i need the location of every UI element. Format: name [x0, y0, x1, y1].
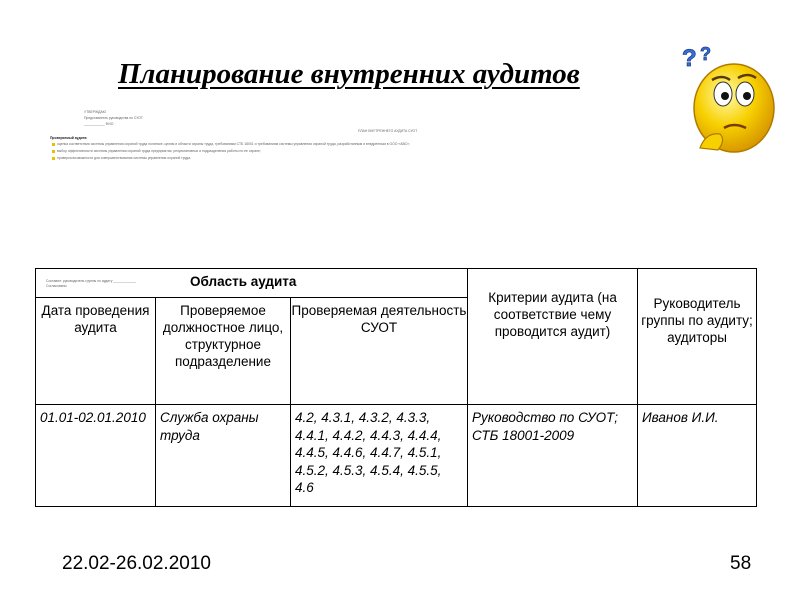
cell-date: 01.01-02.01.2010: [36, 405, 156, 507]
header-date: Дата проведения аудита: [36, 298, 156, 405]
header-auditors: Руководитель группы по аудиту; аудиторы: [638, 269, 757, 405]
doc-line: Представитель руководства по СУОТ: [84, 116, 143, 120]
doc-bullet: выбор эффективности системы управления охраной труда предприятия, результативных и подразделения работы по ее охране;: [52, 149, 261, 153]
doc-line: Проверяемый аудита:: [50, 136, 88, 140]
doc-line: ПЛАН ВНУТРЕННЕГО АУДИТА СУОТ: [358, 129, 418, 133]
header-activity: Проверяемая деятельность СУОТ: [291, 298, 468, 405]
doc-line: ___________ ФИО: [84, 122, 114, 126]
header-criteria: Критерии аудита (на соответствие чему проводится аудит): [468, 269, 638, 405]
area-title: Область аудита: [190, 274, 297, 289]
table-row: [36, 405, 757, 507]
thinking-smiley-icon: [676, 36, 780, 160]
page-number: 58: [730, 553, 752, 574]
slide-title: Планирование внутренних аудитов: [118, 58, 580, 90]
header-person: Проверяемое должностное лицо, структурное подразделение: [156, 298, 291, 405]
question-marks-icon: [682, 44, 711, 72]
cell-activity: 4.2, 4.3.1, 4.3.2, 4.3.3, 4.4.1, 4.4.2, 4.4.3, 4.4.4, 4.4.5, 4.4.6, 4.4.7, 4.5.1, 4.5.2, 4.5.3, 4.5.4, 4.5.5, 4.6: [291, 405, 468, 507]
doc-bullet: оценка соответствия системы управления охраной труда политике, целям и области охраны труда, требованиям СТБ 18001 и требованиям системы управления охраной труда, разработанным и внедренным в ООО «АВС»;: [52, 142, 410, 146]
doc-line: УТВЕРЖДАЮ: [84, 110, 107, 114]
table-note: Составил: руководитель группы по аудиту ____________ Согласовано:: [46, 279, 137, 288]
audit-plan-table: [35, 268, 757, 507]
doc-bullet: проверка возможности для совершенствования системы управления охраной труда.: [52, 156, 191, 160]
svg-text:?: ?: [682, 45, 697, 72]
svg-text:?: ?: [700, 44, 711, 64]
footer-date: 22.02-26.02.2010: [62, 553, 211, 574]
cell-auditors: Иванов И.И.: [638, 405, 757, 507]
cell-criteria: Руководство по СУОТ; СТБ 18001-2009: [468, 405, 638, 507]
area-header-cell: [36, 269, 468, 298]
cell-person: Служба охраны труда: [156, 405, 291, 507]
